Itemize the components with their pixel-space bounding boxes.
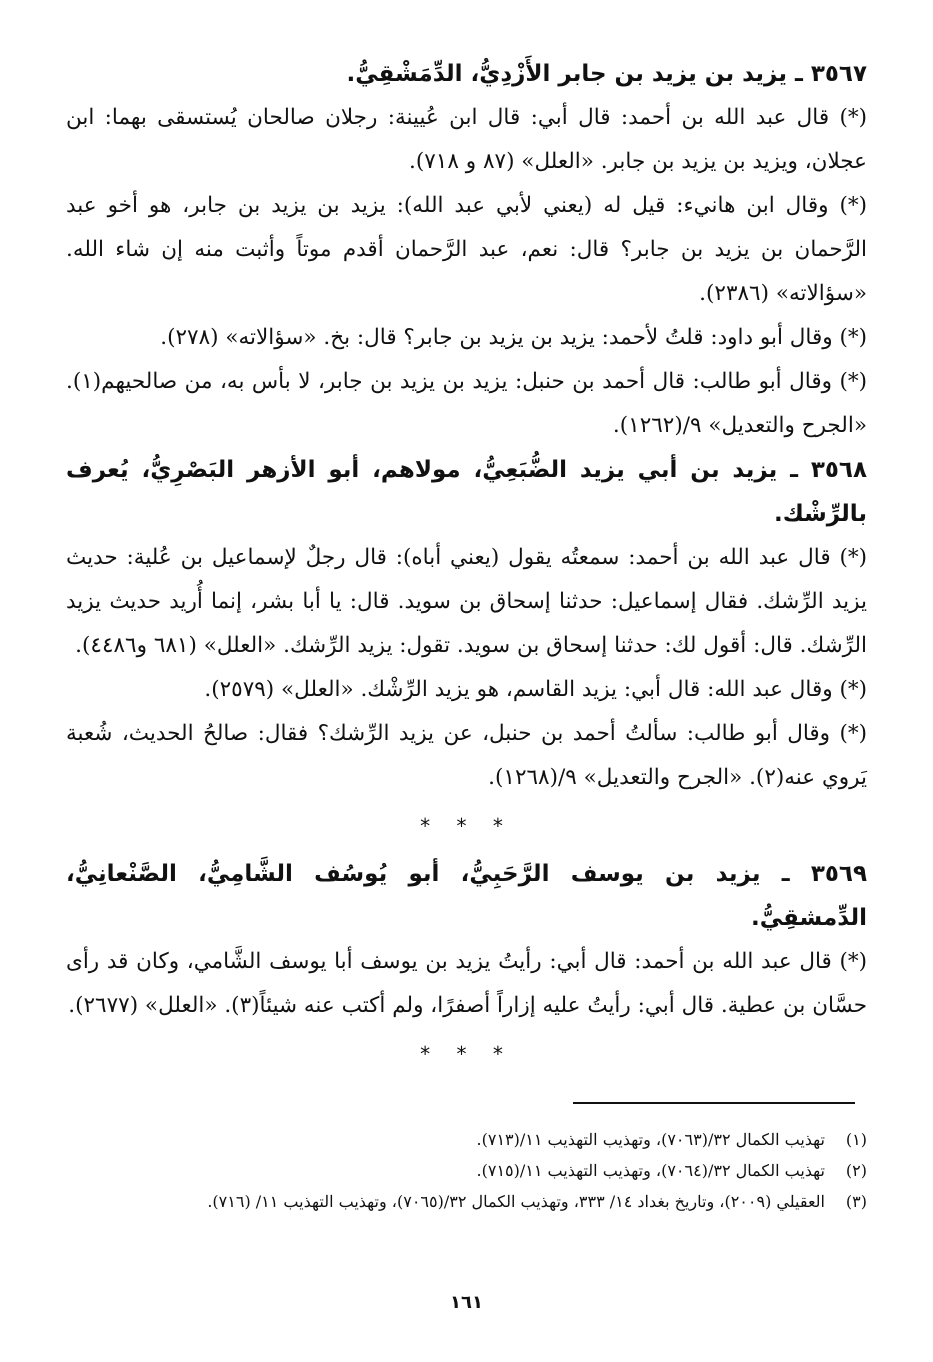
footnote-text: تهذيب الكمال ٣٢/(٧٠٦٤)، وتهذيب التهذيب ١١/(٧١٥). <box>476 1161 825 1180</box>
section-divider: * * * <box>420 1042 513 1066</box>
entry-3567 <box>66 52 867 448</box>
paragraph: (*) وقال عبد الله: قال أبي: يزيد القاسم، هو يزيد الرِّشْك. «العلل» (٢٥٧٩). <box>204 677 867 702</box>
entry-heading: ٣٥٦٩ ـ يزيد بن يوسف الرَّحَبِيُّ، أبو يُوسُف الشَّامِيُّ، الصَّنْعانِيُّ، الدِّمشقِيُّ. <box>66 861 867 931</box>
section-divider: * * * <box>420 814 513 838</box>
paragraph: (*) وقال أبو داود: قلتُ لأحمد: يزيد بن يزيد بن جابر؟ قال: بخ. «سؤالاته» (٢٧٨). <box>160 325 867 350</box>
footnote-number: (٢) <box>845 1161 867 1180</box>
entry-heading: ٣٥٦٨ ـ يزيد بن أبي يزيد الضُّبَعِيُّ، مولاهم، أبو الأزهر البَصْرِيُّ، يُعرف بالرِّشْك. <box>66 457 867 527</box>
entry-3569 <box>66 852 867 1028</box>
entry-3568 <box>66 448 867 800</box>
footnote-text: العقيلي (٢٠٠٩)، وتاريخ بغداد ١٤/ ٣٣٣، وتهذيب الكمال ٣٢/(٧٠٦٥)، وتهذيب التهذيب ١١/ (٧١٦). <box>207 1192 825 1211</box>
footnote-number: (١) <box>845 1130 867 1149</box>
footnotes <box>66 1124 867 1217</box>
entry-heading: ٣٥٦٧ ـ يزيد بن يزيد بن جابر الأَزْدِيُّ، الدِّمَشْقِيُّ. <box>346 61 867 87</box>
footnote <box>66 1124 867 1155</box>
footnote-rule <box>573 1102 855 1104</box>
footnote <box>66 1155 867 1186</box>
paragraph: (*) قال عبد الله بن أحمد: سمعتُه يقول (يعني أباه): قال رجلٌ لإسماعيل بن عُلية: حديث يزيد الرِّشك. فقال إسماعيل: حدثنا إسحاق بن سويد. قال: يا أبا بشر، إنما أُريد حديث يزيد الرِّشك. قال: أقول لك: حدثنا إسحاق بن سويد. تقول: يزيد الرِّشك. «العلل» (٦٨١ و٤٤٨٦). <box>66 545 867 658</box>
paragraph: (*) وقال أبو طالب: سألتُ أحمد بن حنبل، عن يزيد الرِّشك؟ فقال: صالحُ الحديث، شُعبة يَروي عنه(٢). «الجرح والتعديل» ٩/(١٢٦٨). <box>66 721 867 790</box>
paragraph: (*) قال عبد الله بن أحمد: قال أبي: رأيتُ يزيد بن يوسف أبا يوسف الشَّامي، وكان قد رأى حسَّان بن عطية. قال أبي: رأيتُ عليه إزاراً أصفرًا، ولم أكتب عنه شيئاً(٣). «العلل» (٢٦٧٧). <box>66 949 867 1018</box>
main-text <box>66 52 867 1080</box>
page-number: ١٦١ <box>450 1292 483 1313</box>
footnote-number: (٣) <box>845 1192 867 1211</box>
footnote <box>66 1186 867 1217</box>
paragraph: (*) وقال ابن هانيء: قيل له (يعني لأبي عبد الله): يزيد بن يزيد بن جابر، هو أخو عبد الرَّحمان بن يزيد بن جابر؟ قال: نعم، عبد الرَّحمان أقدم موتاً وأثبت منه إن شاء الله. «سؤالاته» (٢٣٨٦). <box>66 193 867 306</box>
footnote-text: تهذيب الكمال ٣٢/(٧٠٦٣)، وتهذيب التهذيب ١١/(٧١٣). <box>476 1130 825 1149</box>
paragraph: (*) قال عبد الله بن أحمد: قال أبي: قال ابن عُيينة: رجلان صالحان يُستسقى بهما: ابن عجلان، ويزيد بن يزيد بن جابر. «العلل» (٨٧ و ٧١٨). <box>66 105 867 174</box>
paragraph: (*) وقال أبو طالب: قال أحمد بن حنبل: يزيد بن يزيد بن جابر، لا بأس به، من صالحيهم(١). «الجرح والتعديل» ٩/(١٢٦٢). <box>66 369 867 438</box>
